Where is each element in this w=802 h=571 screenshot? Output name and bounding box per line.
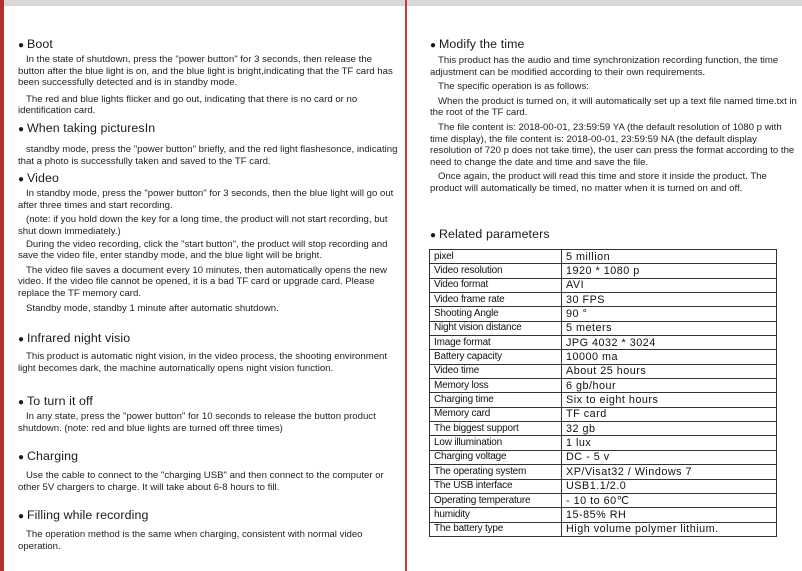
- param-name-cell: Video resolution: [430, 264, 562, 278]
- section-heading: [430, 37, 798, 53]
- param-value-cell: AVI: [562, 278, 777, 292]
- table-row: [430, 307, 777, 321]
- paragraph: In standby mode, press the "power button" for 3 seconds, then the blue light will go out after three times and start recording.: [18, 188, 394, 211]
- param-name-cell: Operating temperature: [430, 493, 562, 507]
- paragraph: Use the cable to connect to the "charging USB" and then connect to the computer or other 5V chargers to charge. It will take about 6-8 hours to fill.: [18, 470, 384, 493]
- table-row: [430, 479, 777, 493]
- section-related-parameters: [430, 227, 798, 243]
- param-name-cell: humidity: [430, 508, 562, 522]
- param-name-cell: Video frame rate: [430, 293, 562, 307]
- bullet-icon: ●: [18, 334, 25, 345]
- param-name-cell: Charging time: [430, 393, 562, 407]
- param-value-cell: High volume polymer lithium.: [562, 522, 777, 536]
- section-heading: [430, 227, 798, 243]
- section-heading: [18, 121, 398, 137]
- heading-text: Charging: [27, 449, 79, 463]
- table-row: [430, 350, 777, 364]
- table-row: [430, 364, 777, 378]
- paragraph: Standby mode, standby 1 minute after automatic shutdown.: [26, 303, 279, 315]
- param-value-cell: About 25 hours: [562, 364, 777, 378]
- table-row: [430, 321, 777, 335]
- param-value-cell: 30 FPS: [562, 293, 777, 307]
- page-left-edge: [0, 0, 4, 571]
- bullet-icon: ●: [18, 124, 25, 135]
- param-value-cell: 5 meters: [562, 321, 777, 335]
- section-heading: [18, 449, 398, 465]
- section-heading: [18, 37, 398, 53]
- table-row: [430, 278, 777, 292]
- param-name-cell: The battery type: [430, 522, 562, 536]
- section-heading: [18, 171, 398, 187]
- param-value-cell: 1 lux: [562, 436, 777, 450]
- paragraph: In any state, press the "power button" for 10 seconds to release the button product shutdown. (note: red and blue lights are turned off three times): [18, 411, 376, 434]
- heading-text: Related parameters: [439, 227, 550, 241]
- table-row: [430, 522, 777, 536]
- bullet-icon: ●: [18, 174, 25, 185]
- paragraph: This product is automatic night vision, in the video process, the shooting environment light becomes dark, the machine automatically opens night vision function.: [18, 351, 388, 374]
- bullet-icon: ●: [18, 452, 25, 463]
- param-value-cell: USB1.1/2.0: [562, 479, 777, 493]
- param-name-cell: The USB interface: [430, 479, 562, 493]
- param-value-cell: 5 million: [562, 250, 777, 264]
- param-value-cell: 10000 ma: [562, 350, 777, 364]
- param-name-cell: Image format: [430, 336, 562, 350]
- paragraph: standby mode, press the "power button" briefly, and the red light flashesonce, indicating that a photo is successfully taken and saved to the TF card.: [18, 144, 398, 167]
- table-row: [430, 407, 777, 421]
- paragraph: (note: if you hold down the key for a long time, the product will not start recording, but shut down immediately.): [18, 214, 388, 237]
- table-row: [430, 379, 777, 393]
- table-row: [430, 264, 777, 278]
- section-turn-off: [18, 394, 398, 434]
- section-boot: [18, 37, 398, 117]
- param-name-cell: Battery capacity: [430, 350, 562, 364]
- table-row: [430, 422, 777, 436]
- param-name-cell: Shooting Angle: [430, 307, 562, 321]
- paragraph: The red and blue lights flicker and go out, indicating that there is no card or no identification card.: [18, 93, 358, 117]
- heading-text: Infrared night visio: [27, 331, 131, 345]
- param-name-cell: The operating system: [430, 465, 562, 479]
- parameters-table: [429, 249, 777, 537]
- param-value-cell: 6 gb/hour: [562, 379, 777, 393]
- heading-text: Video: [27, 171, 59, 185]
- bullet-icon: ●: [18, 397, 25, 408]
- table-row: [430, 508, 777, 522]
- param-name-cell: Charging voltage: [430, 450, 562, 464]
- param-name-cell: Low illumination: [430, 436, 562, 450]
- paragraph: The file content is: 2018-00-01, 23:59:59 YA (the default resolution of 1080 p with time display), the file content is: 2018-00-01, 23:59:59 NA (the default display resolution of 720 p does not take time), the user can press the format according to the need to change the date and time and save the file.: [430, 121, 795, 168]
- param-value-cell: Six to eight hours: [562, 393, 777, 407]
- bullet-icon: ●: [18, 40, 25, 51]
- bullet-icon: ●: [18, 511, 25, 522]
- param-name-cell: Memory card: [430, 407, 562, 421]
- heading-text: When taking picturesIn: [27, 121, 156, 135]
- paragraph: In the state of shutdown, press the "power button" for 3 seconds, then release the button after the blue light is on, and the blue light is bright,indicating that the TF card has been successfully detected and is in standby mode.: [18, 54, 393, 89]
- bullet-icon: ●: [430, 40, 437, 51]
- page-top-edge: [0, 0, 802, 6]
- bullet-icon: ●: [430, 230, 437, 241]
- param-name-cell: Video time: [430, 364, 562, 378]
- table-row: [430, 293, 777, 307]
- section-heading: [18, 508, 398, 524]
- heading-text: Modify the time: [439, 37, 525, 51]
- table-row: [430, 250, 777, 264]
- heading-text: To turn it off: [27, 394, 93, 408]
- heading-text: Boot: [27, 37, 53, 51]
- section-heading: [18, 331, 398, 347]
- section-filling-while-recording: [18, 508, 398, 552]
- param-value-cell: 90 °: [562, 307, 777, 321]
- param-value-cell: DC - 5 v: [562, 450, 777, 464]
- section-heading: [18, 394, 398, 410]
- param-name-cell: Night vision distance: [430, 321, 562, 335]
- table-row: [430, 465, 777, 479]
- param-name-cell: The biggest support: [430, 422, 562, 436]
- section-charging: [18, 449, 398, 493]
- param-name-cell: pixel: [430, 250, 562, 264]
- section-taking-pictures: [18, 121, 398, 167]
- section-modify-time: [430, 37, 798, 195]
- param-value-cell: - 10 to 60℃: [562, 493, 777, 507]
- param-value-cell: 15-85% RH: [562, 508, 777, 522]
- param-value-cell: 1920 * 1080 p: [562, 264, 777, 278]
- table-row: [430, 493, 777, 507]
- table-row: [430, 393, 777, 407]
- paragraph: During the video recording, click the "start button", the product will stop recording and save the video file, enter standby mode, and the blue light will be bright.: [18, 239, 388, 261]
- table-row: [430, 336, 777, 350]
- paragraph: Once again, the product will read this time and store it inside the product. The product will automatically be timed, no matter when it is turned on and off.: [430, 171, 767, 194]
- paragraph: The video file saves a document every 10 minutes, then automatically opens the new video. If the video file cannot be opened, it is a bad TF card or upgrade card. Please replace the TF memory card.: [18, 264, 388, 299]
- section-video: [18, 171, 398, 315]
- table-row: [430, 450, 777, 464]
- section-infrared: [18, 331, 398, 374]
- paragraph: The operation method is the same when charging, consistent with normal video operation.: [18, 529, 363, 552]
- param-value-cell: TF card: [562, 407, 777, 421]
- param-name-cell: Video format: [430, 278, 562, 292]
- param-value-cell: 32 gb: [562, 422, 777, 436]
- heading-text: Filling while recording: [27, 508, 149, 522]
- table-row: [430, 436, 777, 450]
- paragraph: When the product is turned on, it will automatically set up a text file named time.txt in the root of the TF card.: [430, 95, 797, 119]
- paragraph: This product has the audio and time synchronization recording function, the time adjustment can be modified according to their own requirements.: [430, 55, 779, 78]
- center-divider: [405, 0, 407, 571]
- param-value-cell: XP/Visat32 / Windows 7: [562, 465, 777, 479]
- param-name-cell: Memory loss: [430, 379, 562, 393]
- param-value-cell: JPG 4032 * 3024: [562, 336, 777, 350]
- paragraph: The specific operation is as follows:: [438, 81, 589, 93]
